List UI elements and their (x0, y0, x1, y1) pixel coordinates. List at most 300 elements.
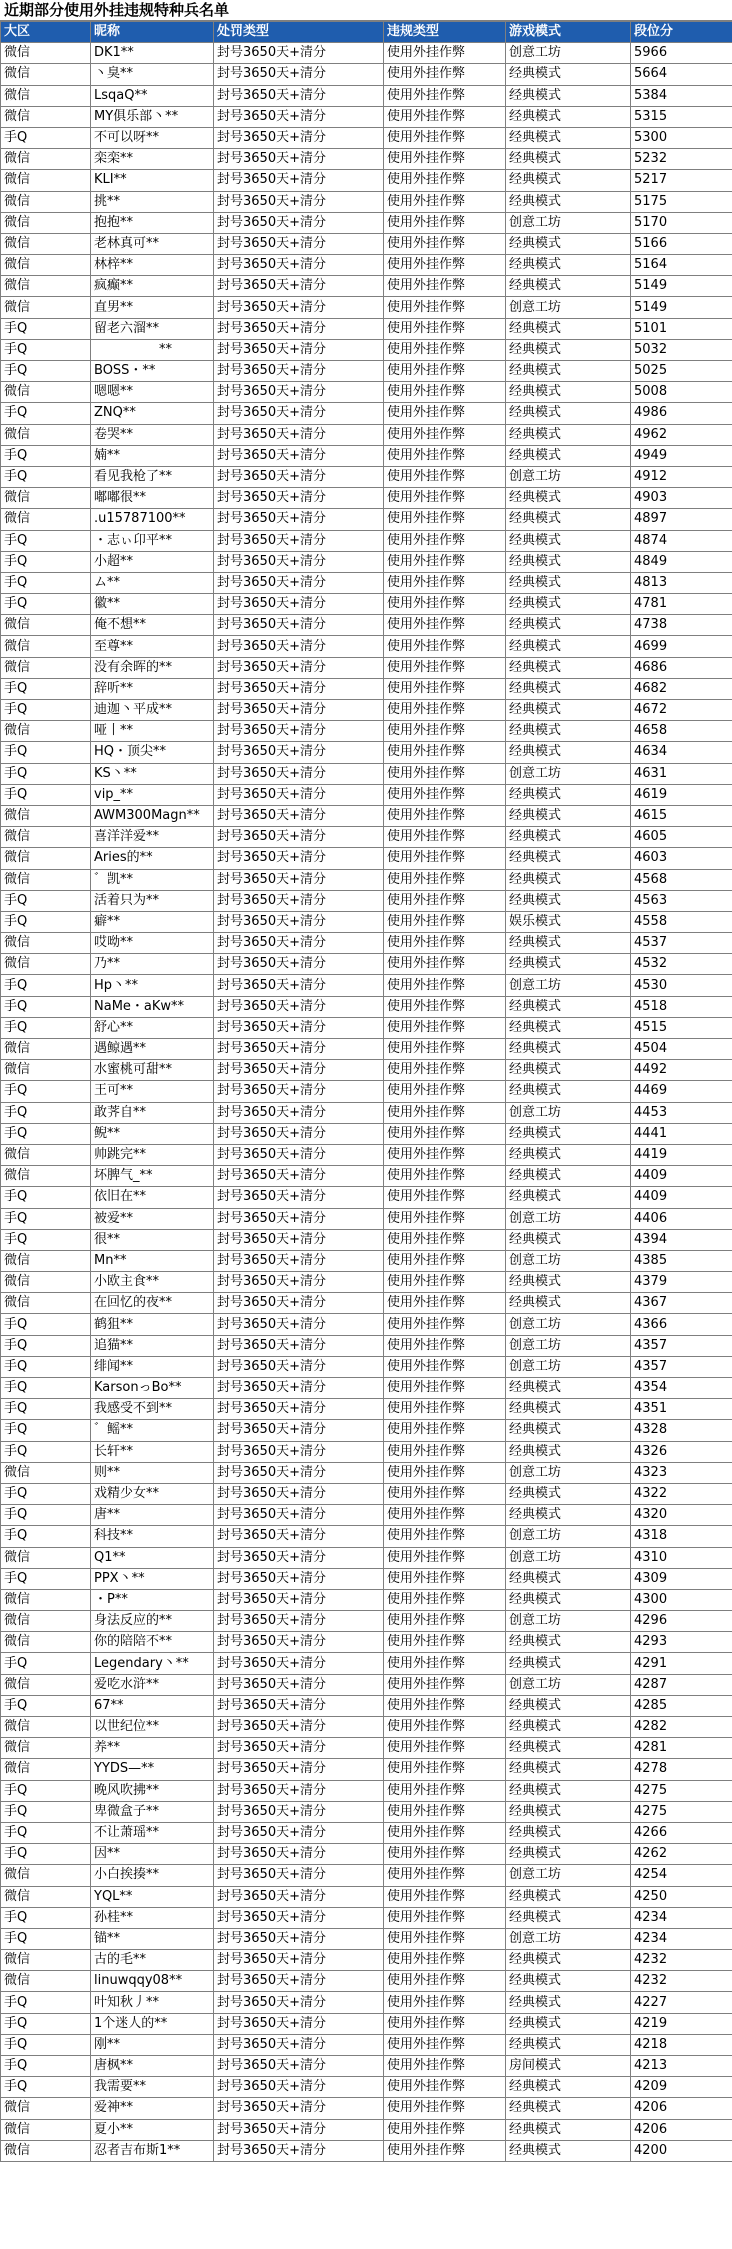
cell-nickname: Aries的** (91, 848, 214, 869)
cell-game-mode: 经典模式 (506, 1822, 631, 1843)
cell-penalty-type: 封号3650天+清分 (214, 1123, 384, 1144)
cell-rank-score: 4504 (631, 1039, 732, 1060)
cell-rank-score: 4322 (631, 1483, 732, 1504)
cell-violation-type: 使用外挂作弊 (384, 678, 506, 699)
cell-rank-score: 4366 (631, 1314, 732, 1335)
table-row (1, 1039, 732, 1060)
cell-game-mode: 经典模式 (506, 1738, 631, 1759)
cell-game-mode: 经典模式 (506, 1123, 631, 1144)
cell-violation-type: 使用外挂作弊 (384, 530, 506, 551)
cell-penalty-type: 封号3650天+清分 (214, 1950, 384, 1971)
cell-penalty-type: 封号3650天+清分 (214, 551, 384, 572)
cell-violation-type: 使用外挂作弊 (384, 975, 506, 996)
cell-region: 手Q (1, 530, 91, 551)
table-row (1, 1208, 732, 1229)
cell-game-mode: 经典模式 (506, 1399, 631, 1420)
table-row (1, 191, 732, 212)
cell-rank-score: 4275 (631, 1801, 732, 1822)
table-row (1, 509, 732, 530)
table-row (1, 911, 732, 932)
cell-rank-score: 4441 (631, 1123, 732, 1144)
cell-game-mode: 经典模式 (506, 678, 631, 699)
cell-region: 微信 (1, 149, 91, 170)
cell-penalty-type: 封号3650天+清分 (214, 678, 384, 699)
cell-region: 手Q (1, 127, 91, 148)
cell-penalty-type: 封号3650天+清分 (214, 869, 384, 890)
cell-nickname: KLI** (91, 170, 214, 191)
cell-game-mode: 房间模式 (506, 2056, 631, 2077)
cell-nickname: 叶知秋丿** (91, 1992, 214, 2013)
table-row (1, 2098, 732, 2119)
table-row (1, 1187, 732, 1208)
table-row (1, 1653, 732, 1674)
cell-violation-type: 使用外挂作弊 (384, 361, 506, 382)
cell-rank-score: 4281 (631, 1738, 732, 1759)
cell-violation-type: 使用外挂作弊 (384, 1399, 506, 1420)
cell-game-mode: 经典模式 (506, 2077, 631, 2098)
cell-region: 手Q (1, 1356, 91, 1377)
cell-region: 手Q (1, 911, 91, 932)
cell-rank-score: 4213 (631, 2056, 732, 2077)
cell-violation-type: 使用外挂作弊 (384, 1123, 506, 1144)
cell-region: 手Q (1, 1907, 91, 1928)
cell-region: 手Q (1, 1483, 91, 1504)
cell-rank-score: 4603 (631, 848, 732, 869)
cell-region: 微信 (1, 191, 91, 212)
cell-penalty-type: 封号3650天+清分 (214, 1081, 384, 1102)
cell-rank-score: 4232 (631, 1950, 732, 1971)
cell-nickname: 我感受不到** (91, 1399, 214, 1420)
table-row (1, 1483, 732, 1504)
table-row (1, 742, 732, 763)
cell-violation-type: 使用外挂作弊 (384, 1420, 506, 1441)
cell-region: 微信 (1, 1950, 91, 1971)
cell-rank-score: 4291 (631, 1653, 732, 1674)
cell-game-mode: 经典模式 (506, 1844, 631, 1865)
cell-penalty-type: 封号3650天+清分 (214, 466, 384, 487)
cell-penalty-type: 封号3650天+清分 (214, 2140, 384, 2161)
cell-game-mode: 经典模式 (506, 318, 631, 339)
cell-game-mode: 经典模式 (506, 1907, 631, 1928)
cell-game-mode: 创意工坊 (506, 1526, 631, 1547)
cell-penalty-type: 封号3650天+清分 (214, 1144, 384, 1165)
table-row (1, 1229, 732, 1250)
cell-region: 微信 (1, 721, 91, 742)
cell-nickname: 辞听** (91, 678, 214, 699)
cell-nickname: 俺不想** (91, 615, 214, 636)
cell-penalty-type: 封号3650天+清分 (214, 1589, 384, 1610)
cell-region: 微信 (1, 1632, 91, 1653)
cell-region: 手Q (1, 1102, 91, 1123)
cell-violation-type: 使用外挂作弊 (384, 466, 506, 487)
cell-region: 微信 (1, 424, 91, 445)
cell-violation-type: 使用外挂作弊 (384, 2077, 506, 2098)
cell-nickname: 不可以呀** (91, 127, 214, 148)
cell-violation-type: 使用外挂作弊 (384, 700, 506, 721)
cell-violation-type: 使用外挂作弊 (384, 1441, 506, 1462)
cell-region: 微信 (1, 1759, 91, 1780)
table-row (1, 2056, 732, 2077)
table-row (1, 361, 732, 382)
cell-game-mode: 经典模式 (506, 1589, 631, 1610)
cell-game-mode: 经典模式 (506, 191, 631, 212)
cell-rank-score: 4285 (631, 1695, 732, 1716)
cell-nickname: 婻** (91, 445, 214, 466)
table-row (1, 933, 732, 954)
cell-rank-score: 4658 (631, 721, 732, 742)
table-row (1, 1717, 732, 1738)
cell-game-mode: 经典模式 (506, 890, 631, 911)
cell-rank-score: 4394 (631, 1229, 732, 1250)
cell-game-mode: 经典模式 (506, 1293, 631, 1314)
ban-list-table (0, 21, 732, 2162)
cell-game-mode: 经典模式 (506, 127, 631, 148)
table-row (1, 1886, 732, 1907)
table-row (1, 2077, 732, 2098)
cell-rank-score: 4813 (631, 572, 732, 593)
cell-region: 微信 (1, 276, 91, 297)
cell-nickname: 科技** (91, 1526, 214, 1547)
cell-penalty-type: 封号3650天+清分 (214, 297, 384, 318)
cell-game-mode: 创意工坊 (506, 1611, 631, 1632)
cell-nickname: Hp丶** (91, 975, 214, 996)
table-row (1, 297, 732, 318)
cell-region: 微信 (1, 488, 91, 509)
cell-rank-score: 5008 (631, 382, 732, 403)
cell-penalty-type: 封号3650天+清分 (214, 1928, 384, 1949)
cell-violation-type: 使用外挂作弊 (384, 1314, 506, 1335)
cell-penalty-type: 封号3650天+清分 (214, 191, 384, 212)
cell-rank-score: 5300 (631, 127, 732, 148)
cell-violation-type: 使用外挂作弊 (384, 318, 506, 339)
cell-rank-score: 4605 (631, 827, 732, 848)
cell-nickname: PPX丶** (91, 1568, 214, 1589)
header-violation-type: 违规类型 (384, 22, 506, 43)
cell-rank-score: 4634 (631, 742, 732, 763)
cell-game-mode: 经典模式 (506, 636, 631, 657)
cell-violation-type: 使用外挂作弊 (384, 1293, 506, 1314)
cell-penalty-type: 封号3650天+清分 (214, 509, 384, 530)
cell-region: 微信 (1, 2098, 91, 2119)
cell-violation-type: 使用外挂作弊 (384, 890, 506, 911)
cell-penalty-type: 封号3650天+清分 (214, 1695, 384, 1716)
cell-nickname: 以世纪位** (91, 1717, 214, 1738)
cell-nickname: 卑微盒子** (91, 1801, 214, 1822)
cell-game-mode: 创意工坊 (506, 1356, 631, 1377)
cell-penalty-type: 封号3650天+清分 (214, 64, 384, 85)
cell-violation-type: 使用外挂作弊 (384, 1378, 506, 1399)
cell-penalty-type: 封号3650天+清分 (214, 848, 384, 869)
cell-rank-score: 4781 (631, 594, 732, 615)
table-body (1, 43, 732, 2162)
cell-game-mode: 经典模式 (506, 1886, 631, 1907)
cell-game-mode: 经典模式 (506, 382, 631, 403)
cell-nickname: Legendary丶** (91, 1653, 214, 1674)
cell-penalty-type: 封号3650天+清分 (214, 1780, 384, 1801)
cell-nickname: HQ・顶尖** (91, 742, 214, 763)
cell-game-mode: 经典模式 (506, 2140, 631, 2161)
cell-rank-score: 4296 (631, 1611, 732, 1632)
cell-region: 微信 (1, 1250, 91, 1271)
table-row (1, 212, 732, 233)
table-row (1, 1611, 732, 1632)
cell-nickname: 至尊** (91, 636, 214, 657)
cell-rank-score: 4532 (631, 954, 732, 975)
cell-violation-type: 使用外挂作弊 (384, 721, 506, 742)
cell-region: 微信 (1, 1293, 91, 1314)
cell-rank-score: 4250 (631, 1886, 732, 1907)
cell-region: 微信 (1, 954, 91, 975)
cell-rank-score: 4419 (631, 1144, 732, 1165)
cell-game-mode: 经典模式 (506, 742, 631, 763)
cell-penalty-type: 封号3650天+清分 (214, 106, 384, 127)
table-row (1, 85, 732, 106)
cell-game-mode: 创意工坊 (506, 763, 631, 784)
cell-penalty-type: 封号3650天+清分 (214, 1653, 384, 1674)
cell-violation-type: 使用外挂作弊 (384, 657, 506, 678)
cell-violation-type: 使用外挂作弊 (384, 1844, 506, 1865)
cell-rank-score: 4318 (631, 1526, 732, 1547)
cell-region: 手Q (1, 742, 91, 763)
cell-penalty-type: 封号3650天+清分 (214, 1272, 384, 1293)
cell-penalty-type: 封号3650天+清分 (214, 1039, 384, 1060)
cell-rank-score: 4379 (631, 1272, 732, 1293)
cell-nickname: 依旧在** (91, 1187, 214, 1208)
cell-violation-type: 使用外挂作弊 (384, 403, 506, 424)
cell-nickname: 敢荠自** (91, 1102, 214, 1123)
cell-rank-score: 4367 (631, 1293, 732, 1314)
cell-region: 手Q (1, 339, 91, 360)
cell-nickname: 身法反应的** (91, 1611, 214, 1632)
table-row (1, 1928, 732, 1949)
cell-game-mode: 经典模式 (506, 255, 631, 276)
cell-rank-score: 4738 (631, 615, 732, 636)
cell-nickname: .u15787100** (91, 509, 214, 530)
cell-penalty-type: 封号3650天+清分 (214, 721, 384, 742)
cell-rank-score: 4385 (631, 1250, 732, 1271)
cell-region: 手Q (1, 2034, 91, 2055)
cell-region: 手Q (1, 763, 91, 784)
header-nickname: 昵称 (91, 22, 214, 43)
cell-region: 手Q (1, 1928, 91, 1949)
cell-violation-type: 使用外挂作弊 (384, 1780, 506, 1801)
cell-game-mode: 经典模式 (506, 827, 631, 848)
cell-game-mode: 经典模式 (506, 2098, 631, 2119)
cell-violation-type: 使用外挂作弊 (384, 551, 506, 572)
cell-game-mode: 经典模式 (506, 1272, 631, 1293)
cell-rank-score: 5032 (631, 339, 732, 360)
cell-rank-score: 4563 (631, 890, 732, 911)
cell-rank-score: 4328 (631, 1420, 732, 1441)
cell-nickname: 唐** (91, 1505, 214, 1526)
table-row (1, 954, 732, 975)
cell-penalty-type: 封号3650天+清分 (214, 43, 384, 64)
cell-violation-type: 使用外挂作弊 (384, 996, 506, 1017)
cell-rank-score: 4293 (631, 1632, 732, 1653)
cell-region: 手Q (1, 594, 91, 615)
cell-violation-type: 使用外挂作弊 (384, 2098, 506, 2119)
cell-nickname: 哑丨** (91, 721, 214, 742)
cell-nickname: 疯癫** (91, 276, 214, 297)
cell-penalty-type: 封号3650天+清分 (214, 1717, 384, 1738)
cell-penalty-type: 封号3650天+清分 (214, 1462, 384, 1483)
cell-game-mode: 经典模式 (506, 403, 631, 424)
cell-violation-type: 使用外挂作弊 (384, 1653, 506, 1674)
cell-violation-type: 使用外挂作弊 (384, 1272, 506, 1293)
cell-rank-score: 4254 (631, 1865, 732, 1886)
cell-game-mode: 经典模式 (506, 1971, 631, 1992)
cell-region: 手Q (1, 1801, 91, 1822)
header-game-mode: 游戏模式 (506, 22, 631, 43)
cell-game-mode: 经典模式 (506, 1717, 631, 1738)
cell-nickname: MY俱乐部丶** (91, 106, 214, 127)
cell-violation-type: 使用外挂作弊 (384, 1971, 506, 1992)
cell-region: 微信 (1, 212, 91, 233)
cell-region: 手Q (1, 1335, 91, 1356)
cell-game-mode: 创意工坊 (506, 212, 631, 233)
cell-violation-type: 使用外挂作弊 (384, 848, 506, 869)
cell-penalty-type: 封号3650天+清分 (214, 827, 384, 848)
cell-region: 手Q (1, 1526, 91, 1547)
cell-rank-score: 4219 (631, 2013, 732, 2034)
cell-penalty-type: 封号3650天+清分 (214, 445, 384, 466)
cell-game-mode: 经典模式 (506, 1017, 631, 1038)
cell-penalty-type: 封号3650天+清分 (214, 212, 384, 233)
table-row (1, 1738, 732, 1759)
cell-region: 手Q (1, 551, 91, 572)
cell-penalty-type: 封号3650天+清分 (214, 2013, 384, 2034)
cell-game-mode: 经典模式 (506, 700, 631, 721)
cell-game-mode: 经典模式 (506, 85, 631, 106)
table-row (1, 1102, 732, 1123)
cell-region: 微信 (1, 64, 91, 85)
cell-nickname: 则** (91, 1462, 214, 1483)
cell-region: 手Q (1, 1505, 91, 1526)
table-row (1, 1674, 732, 1695)
cell-violation-type: 使用外挂作弊 (384, 1335, 506, 1356)
cell-violation-type: 使用外挂作弊 (384, 106, 506, 127)
cell-nickname: 夏小** (91, 2119, 214, 2140)
cell-region: 手Q (1, 2056, 91, 2077)
cell-game-mode: 经典模式 (506, 594, 631, 615)
cell-penalty-type: 封号3650天+清分 (214, 1314, 384, 1335)
cell-region: 微信 (1, 1547, 91, 1568)
cell-region: 手Q (1, 1992, 91, 2013)
cell-game-mode: 经典模式 (506, 1378, 631, 1399)
cell-penalty-type: 封号3650天+清分 (214, 1547, 384, 1568)
table-row (1, 594, 732, 615)
cell-penalty-type: 封号3650天+清分 (214, 615, 384, 636)
cell-violation-type: 使用外挂作弊 (384, 170, 506, 191)
cell-penalty-type: 封号3650天+清分 (214, 763, 384, 784)
table-row (1, 382, 732, 403)
cell-game-mode: 创意工坊 (506, 1865, 631, 1886)
cell-violation-type: 使用外挂作弊 (384, 1759, 506, 1780)
cell-game-mode: 经典模式 (506, 445, 631, 466)
cell-rank-score: 4357 (631, 1335, 732, 1356)
cell-violation-type: 使用外挂作弊 (384, 784, 506, 805)
cell-game-mode: 经典模式 (506, 615, 631, 636)
cell-region: 手Q (1, 445, 91, 466)
cell-violation-type: 使用外挂作弊 (384, 1547, 506, 1568)
cell-region: 微信 (1, 1717, 91, 1738)
table-row (1, 2034, 732, 2055)
cell-region: 手Q (1, 1822, 91, 1843)
cell-violation-type: 使用外挂作弊 (384, 742, 506, 763)
cell-violation-type: 使用外挂作弊 (384, 1738, 506, 1759)
cell-violation-type: 使用外挂作弊 (384, 933, 506, 954)
table-row (1, 1314, 732, 1335)
cell-game-mode: 经典模式 (506, 64, 631, 85)
cell-game-mode: 经典模式 (506, 1801, 631, 1822)
cell-violation-type: 使用外挂作弊 (384, 1166, 506, 1187)
cell-rank-score: 4631 (631, 763, 732, 784)
cell-region: 微信 (1, 509, 91, 530)
cell-rank-score: 4278 (631, 1759, 732, 1780)
cell-nickname: 不让萧瑶** (91, 1822, 214, 1843)
cell-nickname: 鲵** (91, 1123, 214, 1144)
table-row (1, 678, 732, 699)
cell-rank-score: 5315 (631, 106, 732, 127)
cell-region: 手Q (1, 318, 91, 339)
table-row (1, 763, 732, 784)
cell-violation-type: 使用外挂作弊 (384, 127, 506, 148)
cell-game-mode: 经典模式 (506, 954, 631, 975)
cell-violation-type: 使用外挂作弊 (384, 1102, 506, 1123)
table-row (1, 1017, 732, 1038)
cell-penalty-type: 封号3650天+清分 (214, 911, 384, 932)
table-row (1, 43, 732, 64)
table-row (1, 996, 732, 1017)
table-row (1, 890, 732, 911)
cell-nickname: vip_** (91, 784, 214, 805)
cell-violation-type: 使用外挂作弊 (384, 1589, 506, 1610)
cell-violation-type: 使用外挂作弊 (384, 276, 506, 297)
cell-region: 手Q (1, 2013, 91, 2034)
cell-nickname: 古的毛** (91, 1950, 214, 1971)
cell-game-mode: 经典模式 (506, 1187, 631, 1208)
cell-region: 手Q (1, 403, 91, 424)
cell-region: 微信 (1, 657, 91, 678)
cell-rank-score: 4300 (631, 1589, 732, 1610)
cell-game-mode: 经典模式 (506, 233, 631, 254)
cell-nickname: 小欧主食** (91, 1272, 214, 1293)
cell-nickname: 喜洋洋爱** (91, 827, 214, 848)
cell-nickname: YYDS—** (91, 1759, 214, 1780)
cell-penalty-type: 封号3650天+清分 (214, 1801, 384, 1822)
cell-penalty-type: 封号3650天+清分 (214, 594, 384, 615)
cell-penalty-type: 封号3650天+清分 (214, 1335, 384, 1356)
cell-violation-type: 使用外挂作弊 (384, 1505, 506, 1526)
cell-nickname: 很** (91, 1229, 214, 1250)
cell-game-mode: 创意工坊 (506, 1250, 631, 1271)
cell-game-mode: 经典模式 (506, 1780, 631, 1801)
cell-penalty-type: 封号3650天+清分 (214, 424, 384, 445)
cell-rank-score: 5025 (631, 361, 732, 382)
cell-nickname: 徽** (91, 594, 214, 615)
cell-violation-type: 使用外挂作弊 (384, 2140, 506, 2161)
cell-rank-score: 5164 (631, 255, 732, 276)
cell-rank-score: 4287 (631, 1674, 732, 1695)
cell-penalty-type: 封号3650天+清分 (214, 1420, 384, 1441)
cell-rank-score: 5966 (631, 43, 732, 64)
table-row (1, 1144, 732, 1165)
cell-region: 手Q (1, 466, 91, 487)
table-row (1, 1801, 732, 1822)
cell-nickname: 在回忆的夜** (91, 1293, 214, 1314)
table-row (1, 488, 732, 509)
cell-region: 微信 (1, 1971, 91, 1992)
